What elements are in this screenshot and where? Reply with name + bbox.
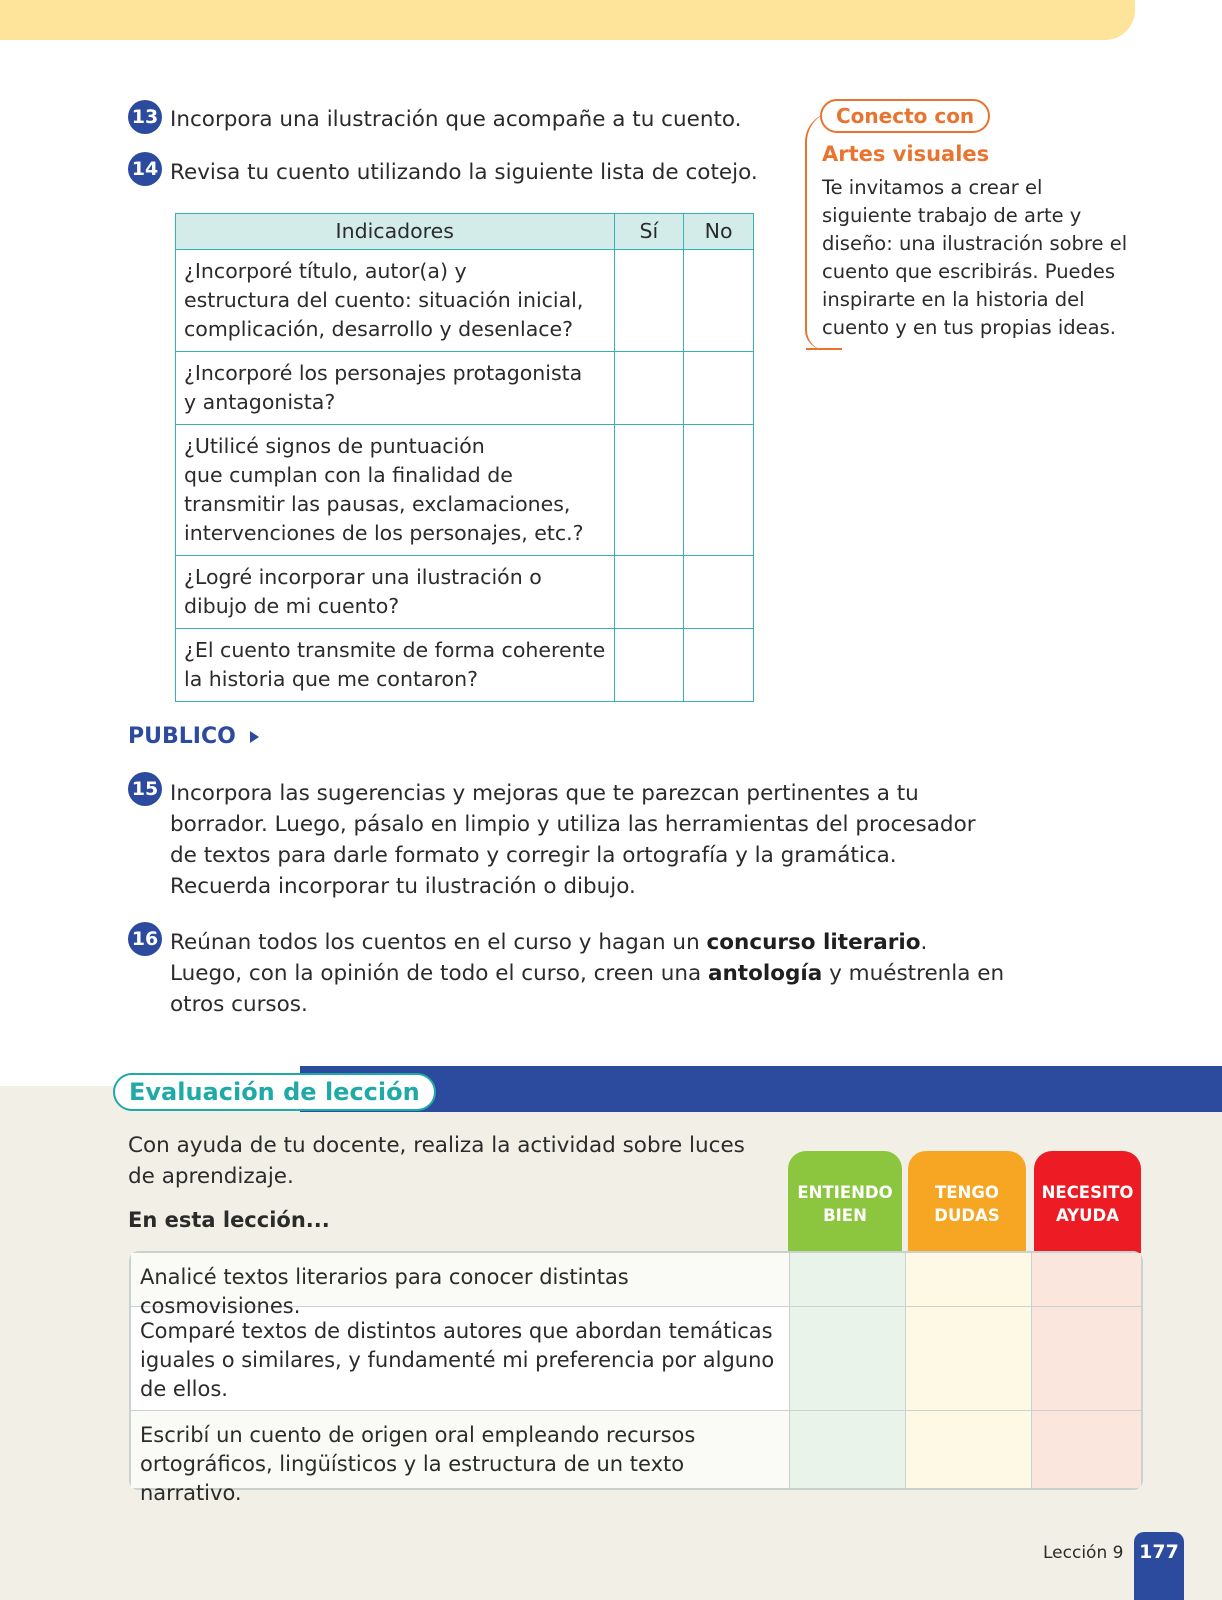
cell-tengo-dudas[interactable] — [906, 1411, 1032, 1488]
publico-heading — [128, 724, 259, 749]
header-no: No — [684, 214, 754, 250]
row-line: iguales o similares, y fundamenté mi preferencia por alguno — [140, 1348, 775, 1372]
question-line: ¿Incorporé título, autor(a) y — [184, 259, 467, 283]
evaluation-row — [131, 1253, 1141, 1318]
side-line: cuento y en tus propias ideas. — [822, 316, 1116, 339]
cell-entiendo-bien[interactable] — [790, 1253, 906, 1306]
question-line: ¿El cuento transmite de forma coherente — [184, 638, 606, 662]
evaluation-header-bar — [300, 1066, 1222, 1112]
evaluation-subtitle: En esta lección... — [128, 1208, 330, 1232]
intro-line: Con ayuda de tu docente, realiza la actividad sobre luces — [128, 1133, 745, 1158]
side-line: cuento que escribirás. Puedes — [822, 260, 1116, 283]
play-triangle-icon — [250, 731, 259, 743]
checklist-header-row — [176, 214, 754, 250]
text-span: . — [920, 930, 928, 955]
row-line: de ellos. — [140, 1377, 228, 1401]
step-14-text: Revisa tu cuento utilizando la siguiente lista de cotejo. — [170, 160, 758, 185]
row-line: Comparé textos de distintos autores que abordan temáticas — [140, 1319, 773, 1343]
light-label: DUDAS — [934, 1206, 1000, 1225]
cell-necesito-ayuda[interactable] — [1032, 1307, 1141, 1410]
step-line: otros cursos. — [170, 992, 308, 1017]
conecto-con-title: Artes visuales — [822, 142, 990, 166]
checklist-si-cell[interactable] — [614, 425, 684, 556]
side-line: siguiente trabajo de arte y — [822, 204, 1082, 227]
checklist-si-cell[interactable] — [614, 352, 684, 425]
row-line: ortográficos, lingüísticos y la estructura de un texto narrativo. — [140, 1452, 685, 1505]
light-label: AYUDA — [1055, 1206, 1119, 1225]
checklist-row — [176, 425, 754, 556]
checklist-question — [176, 425, 615, 556]
conecto-con-pill: Conecto con — [820, 99, 990, 133]
checklist-question — [176, 352, 615, 425]
top-decorative-band — [0, 0, 1135, 40]
publico-label: PUBLICO — [128, 724, 236, 749]
checklist-question — [176, 629, 615, 702]
light-necesito-ayuda — [1034, 1151, 1141, 1255]
cell-tengo-dudas[interactable] — [906, 1253, 1032, 1306]
evaluation-row-text — [131, 1411, 790, 1505]
evaluation-row-text — [131, 1253, 790, 1318]
intro-line: de aprendizaje. — [128, 1164, 294, 1189]
checklist-question — [176, 250, 615, 352]
header-indicadores: Indicadores — [176, 214, 615, 250]
evaluation-title: Evaluación de lección — [113, 1073, 436, 1111]
checklist-table — [175, 213, 754, 702]
checklist-row — [176, 556, 754, 629]
bold-concurso-literario: concurso literario — [706, 930, 921, 955]
cell-necesito-ayuda[interactable] — [1032, 1253, 1141, 1306]
question-line: que cumplan con la finalidad de — [184, 463, 513, 487]
cell-tengo-dudas[interactable] — [906, 1307, 1032, 1410]
side-line: inspirarte en la historia del — [822, 288, 1085, 311]
question-line: dibujo de mi cuento? — [184, 594, 400, 618]
side-line: diseño: una ilustración sobre el — [822, 232, 1128, 255]
footer-lesson-label: Lección 9 — [1043, 1543, 1124, 1563]
light-label: NECESITO — [1041, 1183, 1134, 1202]
checklist-si-cell[interactable] — [614, 250, 684, 352]
row-line: Analicé textos literarios para conocer distintas cosmovisiones. — [140, 1265, 629, 1318]
checklist-row — [176, 352, 754, 425]
cell-entiendo-bien[interactable] — [790, 1411, 906, 1488]
question-line: intervenciones de los personajes, etc.? — [184, 521, 584, 545]
checklist-no-cell[interactable] — [684, 425, 754, 556]
question-line: la historia que me contaron? — [184, 667, 478, 691]
question-line: ¿Utilicé signos de puntuación — [184, 434, 485, 458]
step-16-badge: 16 — [128, 922, 162, 956]
step-13-badge: 13 — [128, 100, 162, 134]
cell-necesito-ayuda[interactable] — [1032, 1411, 1141, 1488]
evaluation-row — [131, 1410, 1141, 1505]
page-number: 177 — [1134, 1532, 1184, 1600]
step-line — [170, 927, 1010, 958]
checklist-si-cell[interactable] — [614, 629, 684, 702]
step-15-badge: 15 — [128, 772, 162, 806]
step-14-badge: 14 — [128, 152, 162, 186]
checklist-si-cell[interactable] — [614, 556, 684, 629]
evaluation-row — [131, 1306, 1141, 1410]
light-tengo-dudas — [908, 1151, 1026, 1255]
step-line: Recuerda incorporar tu ilustración o dibujo. — [170, 874, 636, 899]
question-line: ¿Incorporé los personajes protagonista — [184, 361, 583, 385]
step-line: Incorpora las sugerencias y mejoras que te parezcan pertinentes a tu — [170, 781, 919, 806]
step-line — [170, 958, 1010, 989]
text-span: Reúnan todos los cuentos en el curso y hagan un — [170, 930, 707, 955]
checklist-question — [176, 556, 615, 629]
checklist-row — [176, 250, 754, 352]
step-line: de textos para darle formato y corregir la ortografía y la gramática. — [170, 843, 897, 868]
question-line: y antagonista? — [184, 390, 336, 414]
light-label: TENGO — [935, 1183, 999, 1202]
checklist-no-cell[interactable] — [684, 352, 754, 425]
text-span: Luego, con la opinión de todo el curso, creen una — [170, 961, 708, 986]
step-line: borrador. Luego, pásalo en limpio y utiliza las herramientas del procesador — [170, 812, 976, 837]
checklist-no-cell[interactable] — [684, 556, 754, 629]
question-line: estructura del cuento: situación inicial, — [184, 288, 584, 312]
question-line: complicación, desarrollo y desenlace? — [184, 317, 574, 341]
checklist-no-cell[interactable] — [684, 629, 754, 702]
bold-antologia: antología — [707, 961, 823, 986]
step-15-text — [170, 778, 990, 902]
step-13-text: Incorpora una ilustración que acompañe a tu cuento. — [170, 107, 742, 132]
text-span: y muéstrenla en — [822, 961, 1005, 986]
question-line: ¿Logré incorporar una ilustración o — [184, 565, 542, 589]
question-line: transmitir las pausas, exclamaciones, — [184, 492, 571, 516]
header-si: Sí — [614, 214, 684, 250]
cell-entiendo-bien[interactable] — [790, 1307, 906, 1410]
evaluation-intro — [128, 1130, 768, 1192]
conecto-con-text — [822, 174, 1142, 342]
light-entiendo-bien — [788, 1151, 902, 1255]
checklist-row — [176, 629, 754, 702]
light-label: ENTIENDO — [797, 1183, 893, 1202]
conecto-con-box-bottom — [806, 348, 842, 350]
checklist-no-cell[interactable] — [684, 250, 754, 352]
row-line: Escribí un cuento de origen oral empleando recursos — [140, 1423, 696, 1447]
evaluation-row-text — [131, 1307, 790, 1410]
evaluation-table — [129, 1251, 1143, 1505]
side-line: Te invitamos a crear el — [822, 176, 1043, 199]
light-label: BIEN — [823, 1206, 867, 1225]
step-16-text — [170, 927, 1010, 1020]
